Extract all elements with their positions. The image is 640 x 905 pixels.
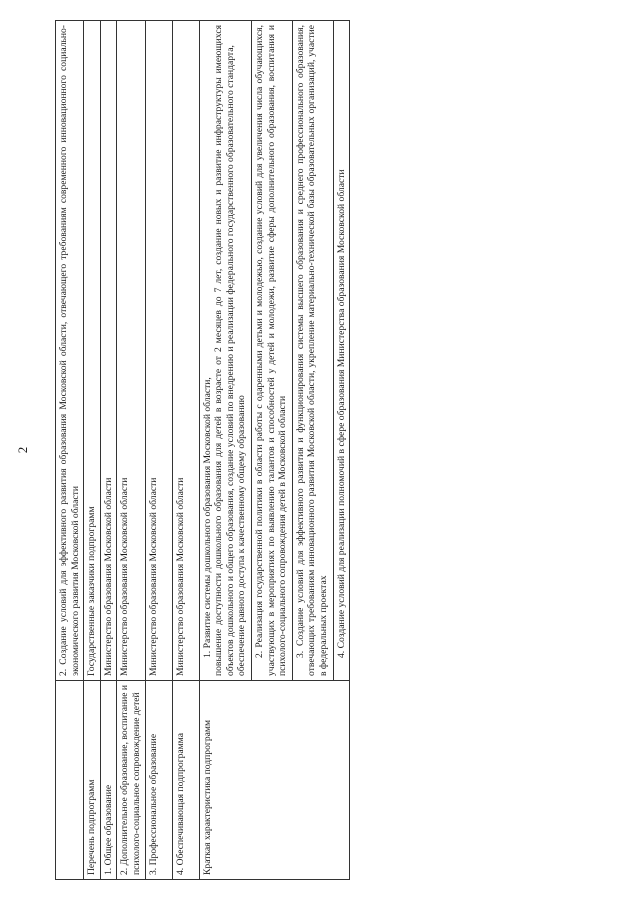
goal-text: 2. Создание условий для эффективного развития образования Московской области, отвечающего требованиям современного инновационного социально-экономического развития Московской области [56, 21, 84, 681]
characteristic-item [292, 21, 330, 680]
characteristic-item [251, 21, 289, 680]
subprogram-label: 2. Дополнительное образование, воспитание и психолого-социальное сопровождение детей [117, 681, 145, 880]
subprogram-customer: Министерство образования Московской области [117, 21, 145, 681]
item-text: Создание условий для эффективного развития и функционирования системы высшего образования и среднего профессионального образования, отвечающих требованиям инновационного развития Московской области, укрепление материально-технической базы образовательных организаций, участие в федеральных проектах [294, 25, 329, 676]
subprogram-customer: Министерство образования Московской области [145, 21, 172, 681]
goal-row-left-cell [56, 681, 84, 880]
subprogram-label: 3. Профессиональное образование [145, 681, 172, 880]
subprogram-row [117, 21, 145, 880]
subprogram-customer: Министерство образования Московской области [172, 21, 199, 681]
item-text: Реализация государственной политики в области работы с одаренными детьми и молодежью, создание условий для увеличения числа обучающихся, участвующих в мероприятиях по выявлению талантов и способностей у детей и молодежи, развитие сферы дополнительного образования, воспитания и психолого-социального сопровождения детей в Московской области [253, 25, 289, 676]
subprogram-customer: Министерство образования Московской области [100, 21, 117, 681]
characteristics-label: Краткая характеристика подпрограмм [199, 681, 350, 880]
item-number: 1. [201, 650, 213, 658]
subprogram-row [100, 21, 117, 880]
subprograms-header-row [84, 21, 101, 880]
item-number: 3. [294, 650, 306, 658]
item-text: повышение доступности дошкольного образования для детей в возрасте от 2 месяцев до 7 лет, создание новых и развитие инфраструктуры имеющихся объектов дошкольного и общего образования, создание условий по внедрению и реализации федерального государственного образовательного стандарта, [213, 25, 236, 676]
characteristics-row [199, 21, 350, 880]
subprogram-row [145, 21, 172, 880]
subprogram-label: 4. Обеспечивающая подпрограмма [172, 681, 199, 880]
subprogram-label: 1. Общее образование [100, 681, 117, 880]
subprogram-row [172, 21, 199, 880]
characteristic-item [202, 25, 248, 676]
rotated-content [15, 20, 595, 880]
goal-row [56, 21, 84, 880]
item-text: Создание условий для реализации полномочий в сфере образования Министерства образования Московской области [335, 169, 347, 649]
subprograms-label: Перечень подпрограмм [84, 681, 101, 880]
item-text: обеспечение равного доступа к качественному общему образованию [236, 395, 248, 676]
item-number: 4. [335, 650, 347, 658]
item-number: 2. [253, 650, 265, 658]
characteristic-item [333, 21, 348, 680]
item-text: Развитие системы дошкольного образования Московской области, [201, 377, 213, 649]
page-number: 2 [15, 446, 30, 454]
characteristics-cell [199, 21, 350, 681]
subprograms-customers-header: Государственные заказчики подпрограмм [84, 21, 101, 681]
program-passport-table [55, 20, 350, 880]
